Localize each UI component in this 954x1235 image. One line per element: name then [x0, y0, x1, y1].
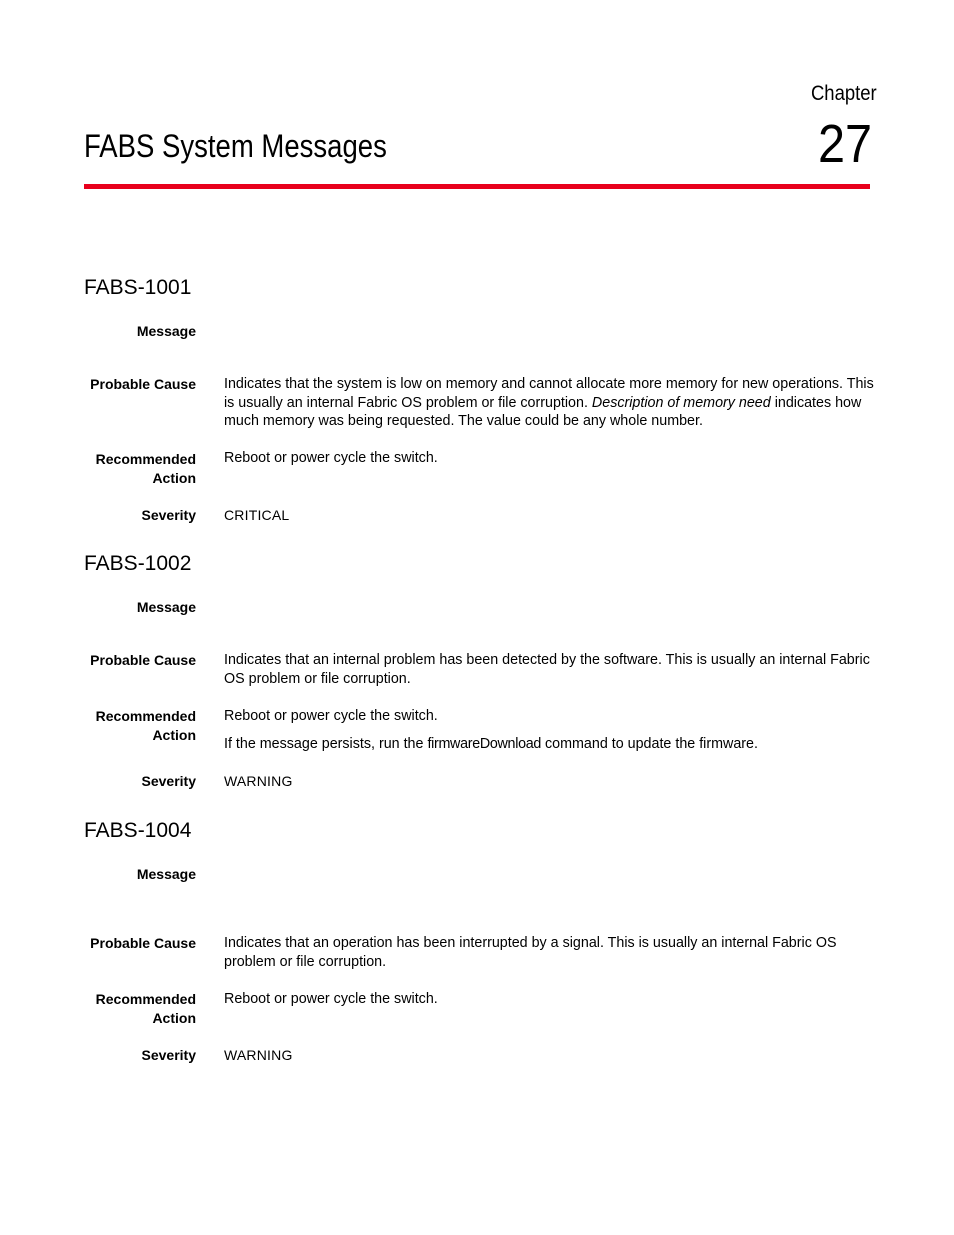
- probable-cause-part2: indicates how much memory was being requested. The value could be any whole number.: [224, 394, 862, 429]
- section-heading: FABS-1004: [84, 819, 192, 842]
- probable-cause-text: Indicates that an operation has been interrupted by a signal. This is usually an internal Fabric OS problem or file corruption.: [224, 935, 837, 970]
- recommended-action-text: [224, 707, 874, 753]
- recommended-action-label: [96, 450, 196, 488]
- recommended-action2-prefix: If the message persists, run the: [224, 735, 428, 752]
- recommended-label-line2: Action: [152, 1010, 196, 1026]
- probable-cause-part1: Indicates that the system is low on memory and cannot allocate more memory for new operations. This is usually an internal Fabric OS problem or file corruption.: [224, 376, 874, 411]
- recommended-action-para2: [224, 735, 874, 754]
- chapter-label: Chapter: [811, 82, 877, 105]
- message-label: Message: [136, 866, 196, 882]
- recommended-label-line2: Action: [152, 470, 196, 486]
- recommended-action-label: [96, 990, 196, 1028]
- probable-cause-text: Indicates that an internal problem has been detected by the software. This is usually an internal Fabric OS problem or file corruption.: [224, 652, 870, 687]
- severity-label: Severity: [141, 1047, 196, 1063]
- probable-cause-label: Probable Cause: [90, 376, 196, 392]
- recommended-action-label: [96, 707, 196, 745]
- title-rule: [84, 184, 870, 189]
- recommended-label-line2: Action: [152, 727, 196, 743]
- severity-value: CRITICAL: [224, 507, 290, 523]
- message-label: Message: [136, 323, 196, 339]
- recommended-action-text: Reboot or power cycle the switch.: [224, 991, 438, 1007]
- recommended-label-line1: Recommended: [95, 451, 196, 467]
- section-heading: FABS-1001: [84, 276, 192, 299]
- severity-value: WARNING: [224, 1047, 293, 1063]
- recommended-label-line1: Recommended: [95, 708, 196, 724]
- page-title: FABS System Messages: [84, 128, 387, 164]
- recommended-action2-suffix: command to update the firmware.: [541, 735, 758, 752]
- recommended-action-text: Reboot or power cycle the switch.: [224, 450, 438, 466]
- section-heading: FABS-1002: [84, 552, 192, 575]
- recommended-label-line1: Recommended: [95, 991, 196, 1007]
- severity-value: WARNING: [224, 773, 293, 789]
- message-label: Message: [136, 599, 196, 615]
- probable-cause-italic: Description of memory need: [591, 394, 771, 411]
- probable-cause-label: Probable Cause: [90, 935, 196, 951]
- probable-cause-label: Probable Cause: [90, 652, 196, 668]
- severity-label: Severity: [141, 507, 196, 523]
- firmware-download-command: firmwareDownload: [427, 735, 542, 752]
- chapter-number: 27: [817, 114, 872, 174]
- probable-cause-text: [224, 375, 874, 431]
- severity-label: Severity: [141, 773, 196, 789]
- recommended-action-para1: Reboot or power cycle the switch.: [224, 708, 438, 724]
